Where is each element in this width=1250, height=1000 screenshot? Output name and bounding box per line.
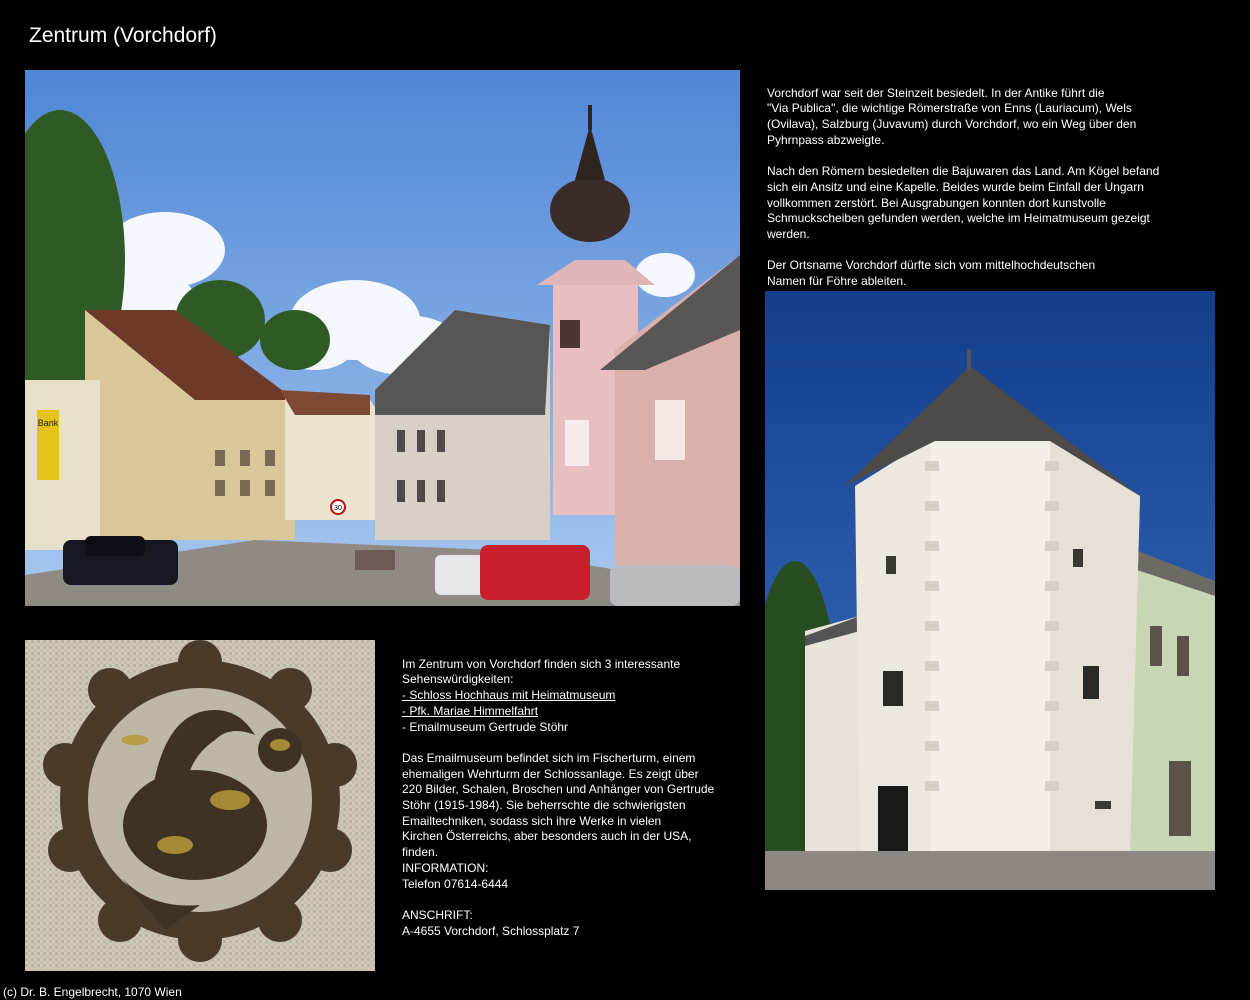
museum-line: finden. [402,845,439,860]
brooch-photo [25,640,375,971]
museum-line: ehemaligen Wehrturm der Schlossanlage. Es zeigt über [402,766,699,781]
history-line: Schmuckscheiben gefunden werden, welche im Heimatmuseum gezeigt [767,211,1150,226]
history-line: werden. [767,227,810,241]
history-line: vollkommen zerstört. Bei Ausgrabungen konnten dort kunstvolle [767,195,1106,210]
museum-line: Das Emailmuseum befindet sich im Fischerturm, einem [402,750,696,765]
bank-sign-label: Bank [37,418,59,428]
history-line: sich ein Ansitz und eine Kapelle. Beides wurde beim Einfall der Ungarn [767,179,1144,194]
history-line: Der Ortsname Vorchdorf dürfte sich vom mittelhochdeutschen [767,258,1096,273]
page-title: Zentrum (Vorchdorf) [29,24,217,47]
museum-line: Emailtechniken, sodass sich ihre Werke in vielen [402,813,662,828]
town-center-photo [25,70,740,606]
museum-line: 220 Bilder, Schalen, Broschen und Anhänger von Gertrude [402,782,715,797]
address: A-4655 Vorchdorf, Schlossplatz 7 [402,923,580,938]
information-label: INFORMATION: [402,860,489,875]
speed-sign-label: 30 [334,505,342,512]
address-label: ANSCHRIFT: [402,907,473,922]
museum-line: Stöhr (1915-1984). Sie beherrschte die schwierigsten [402,798,686,812]
history-line: Namen für Föhre ableiten. [767,274,907,289]
history-line: Vorchdorf war seit der Steinzeit besiedelt. In der Antike führt die [767,85,1105,100]
pfarrkirche-link[interactable]: - Pfk. Mariae Himmelfahrt [402,703,539,718]
sights-intro-line: Im Zentrum von Vorchdorf finden sich 3 interessante [402,656,681,671]
history-line: Pyhrnpass abzweigte. [767,132,885,147]
history-line: Nach den Römern besiedelten die Bajuwaren das Land. Am Kögel befand [767,164,1160,179]
phone-number: Telefon 07614-6444 [402,876,509,891]
history-line: "Via Publica", die wichtige Römerstraße von Enns (Lauriacum), Wels [767,101,1132,116]
sights-text [402,641,742,955]
history-line: (Ovilava), Salzburg (Juvavum) durch Vorchdorf, wo ein Weg über den [767,117,1137,132]
history-text [767,70,1207,305]
copyright-footer: (c) Dr. B. Engelbrecht, 1070 Wien [3,985,182,999]
schloss-hochhaus-link[interactable]: - Schloss Hochhaus mit Heimatmuseum [402,688,616,703]
fischerturm-photo [765,291,1215,890]
museum-line: Kirchen Österreichs, aber besonders auch in der USA, [402,829,692,844]
sights-intro-line: Sehenswürdigkeiten: [402,672,514,687]
emailmuseum-item: - Emailmuseum Gertrude Stöhr [402,719,569,734]
